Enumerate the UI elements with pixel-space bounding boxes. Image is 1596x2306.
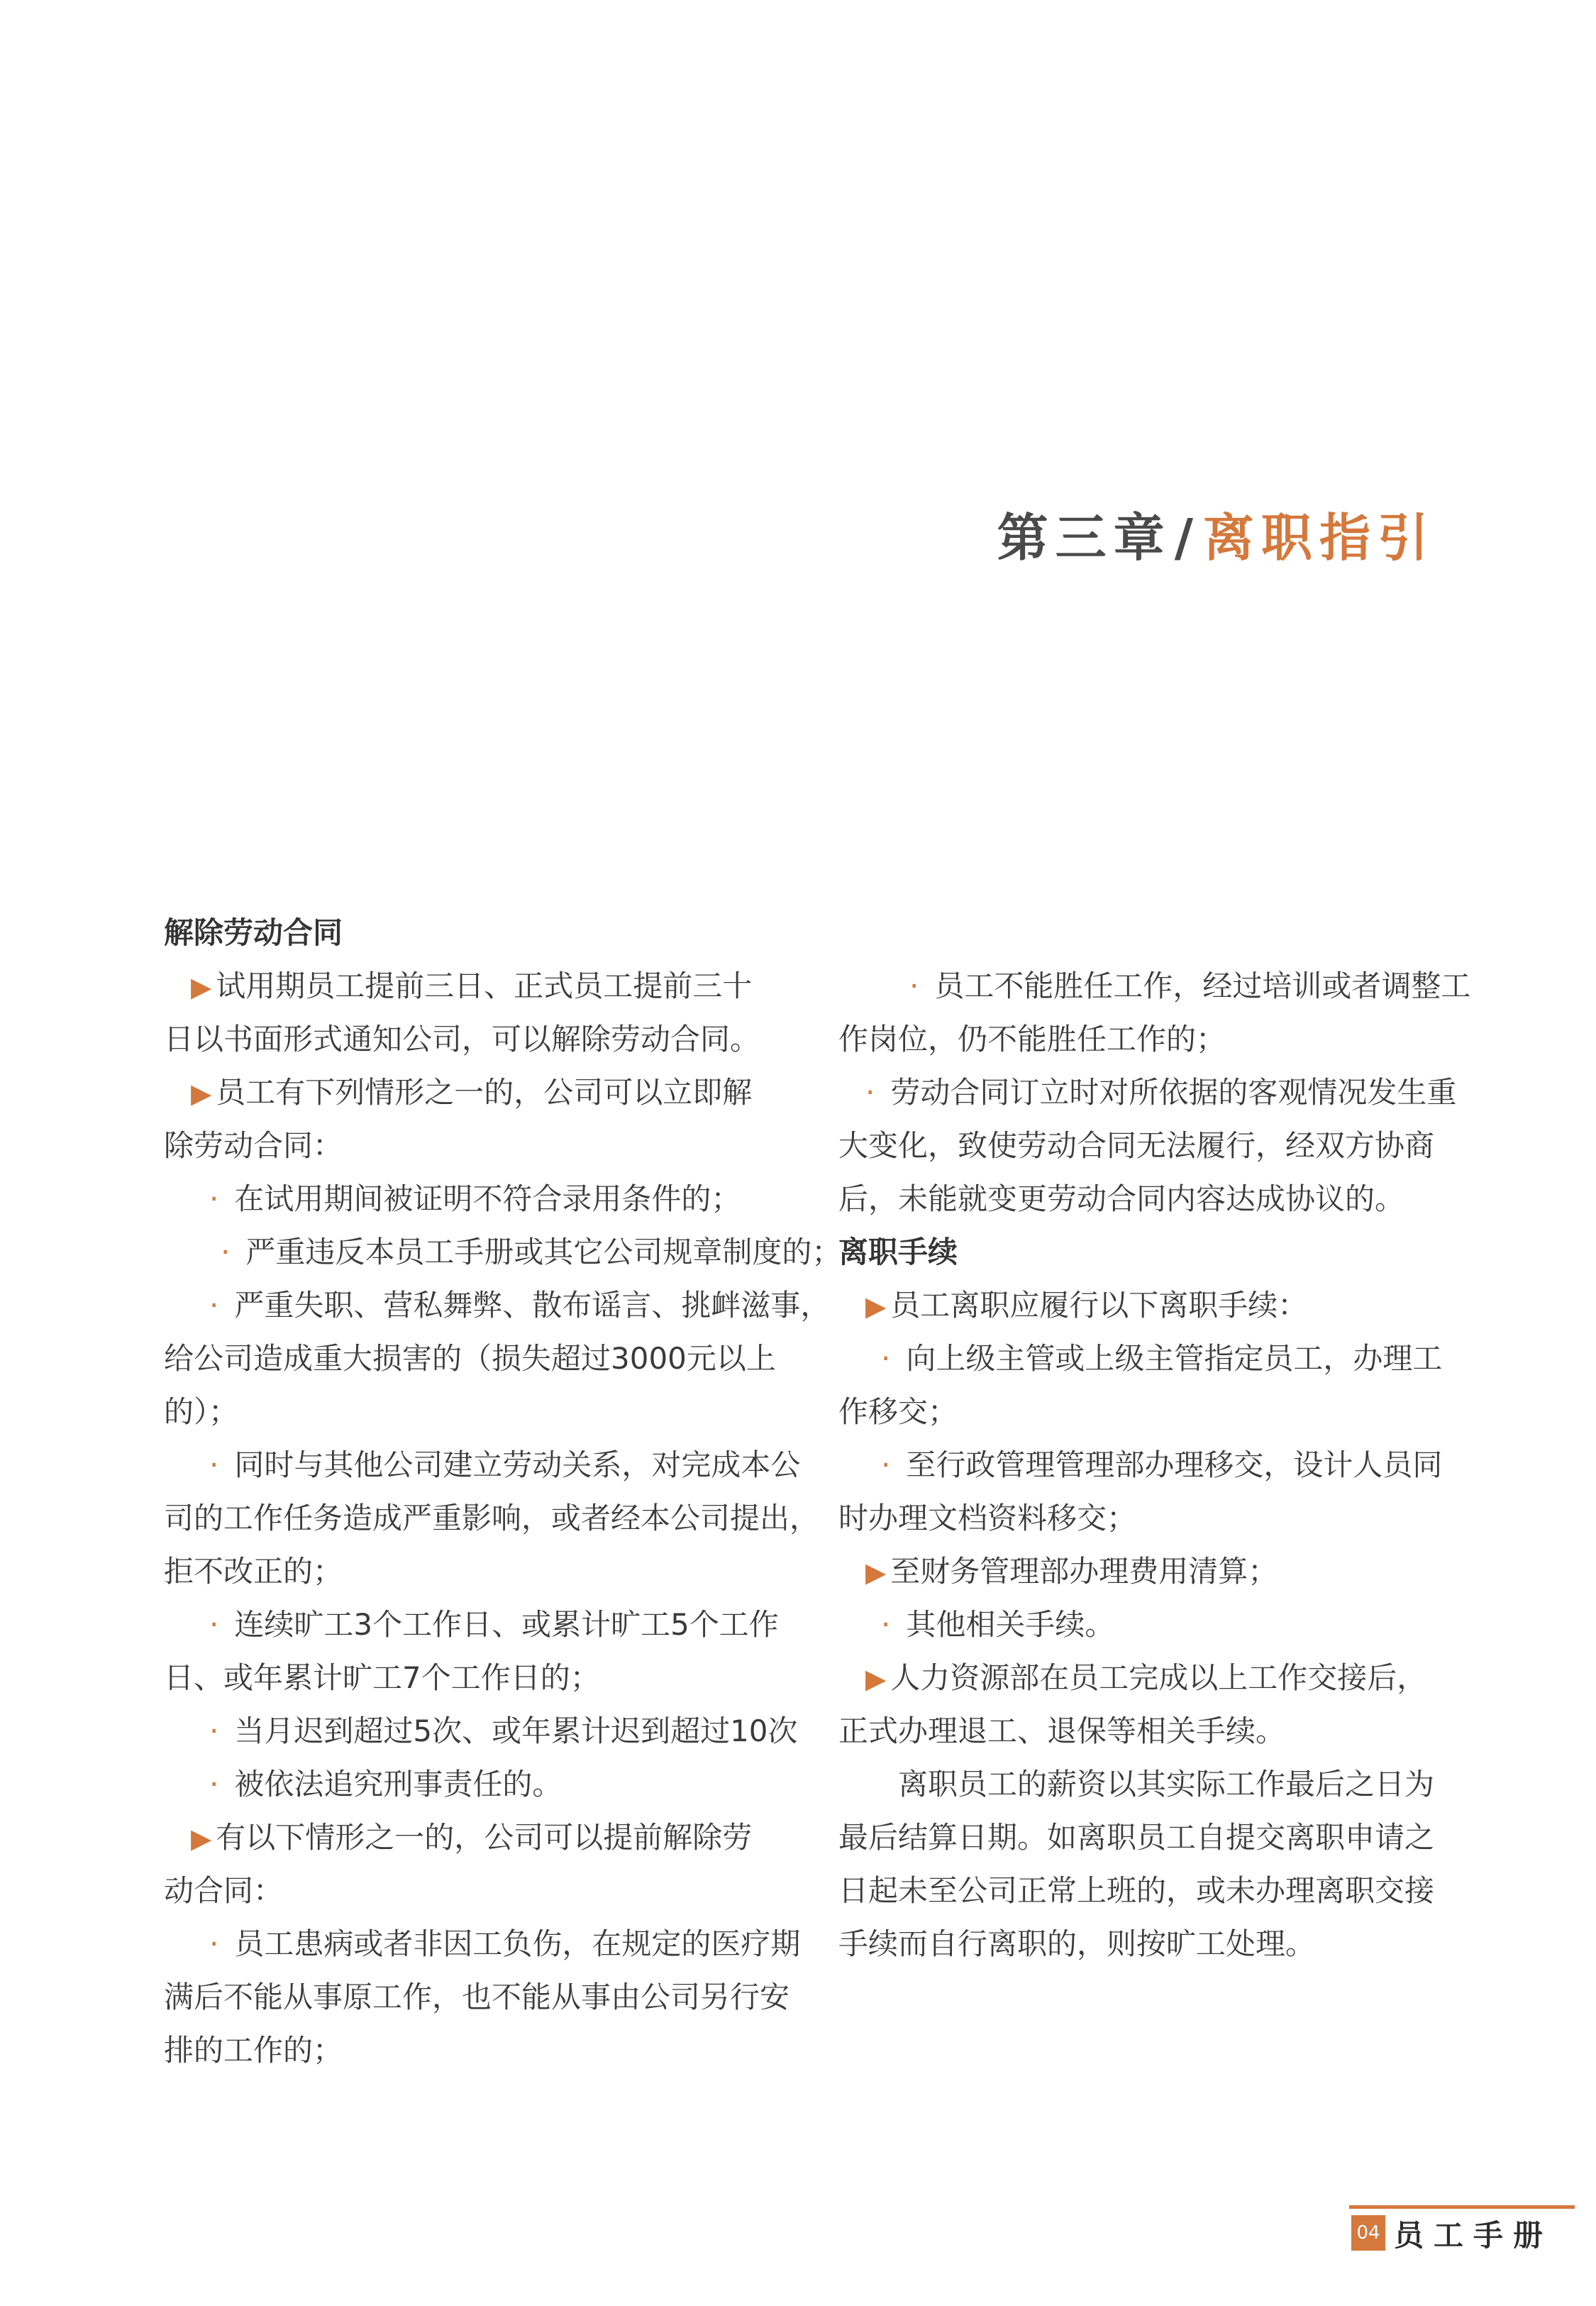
list-item: · 连续旷工3个工作日、或累计旷工5个工作 <box>209 1607 779 1642</box>
triangle-bullet-icon: ▶ <box>865 1291 887 1322</box>
dot-bullet-icon: · <box>209 1767 219 1802</box>
list-item: · 向上级主管或上级主管指定员工，办理工 <box>881 1341 1443 1376</box>
list-item: · 其他相关手续。 <box>881 1607 1115 1642</box>
list-item: 时办理文档资料移交； <box>838 1501 1137 1535</box>
dot-bullet-icon: · <box>881 1447 891 1482</box>
list-item: · 同时与其他公司建立劳动关系，对完成本公 <box>209 1447 801 1482</box>
paragraph-line: 手续而自行离职的，则按旷工处理。 <box>838 1926 1316 1961</box>
list-item: ▶ 员工离职应履行以下离职手续： <box>865 1288 1308 1323</box>
heading-slash: / <box>1174 508 1200 568</box>
page-number: 04 <box>1351 2215 1385 2251</box>
list-item: ▶ 员工有下列情形之一的，公司可以立即解 <box>191 1075 753 1110</box>
dot-bullet-icon: · <box>909 969 919 1003</box>
list-item: · 员工不能胜任工作，经过培训或者调整工 <box>909 969 1471 1003</box>
dot-bullet-icon: · <box>209 1181 219 1216</box>
dot-bullet-icon: · <box>209 1288 219 1323</box>
dot-bullet-icon: · <box>221 1235 231 1269</box>
list-item: ▶ 有以下情形之一的，公司可以提前解除劳 <box>191 1820 753 1855</box>
dot-bullet-icon: · <box>209 1607 219 1642</box>
paragraph-line: 日起未至公司正常上班的，或未办理离职交接 <box>838 1873 1435 1908</box>
list-item: 给公司造成重大损害的（损失超过3000元以上 <box>164 1341 776 1376</box>
dot-bullet-icon: · <box>209 1714 219 1748</box>
triangle-bullet-icon: ▶ <box>865 1663 887 1694</box>
list-item: 的）； <box>164 1394 239 1429</box>
list-item: · 当月迟到超过5次、或年累计迟到超过10次 <box>209 1714 798 1748</box>
list-item: 作移交； <box>838 1394 958 1429</box>
chapter-title: 离职指引 <box>1202 508 1436 568</box>
paragraph-line: 离职员工的薪资以其实际工作最后之日为 <box>898 1767 1435 1802</box>
dot-bullet-icon: · <box>209 1926 219 1961</box>
list-item: 作岗位，仍不能胜任工作的； <box>838 1022 1226 1057</box>
list-item: 排的工作的； <box>164 2033 343 2068</box>
dot-bullet-icon: · <box>865 1075 875 1110</box>
paragraph-line: 最后结算日期。如离职员工自提交离职申请之 <box>838 1820 1435 1855</box>
list-item: ▶ 至财务管理部办理费用清算； <box>865 1554 1278 1589</box>
triangle-bullet-icon: ▶ <box>865 1557 887 1588</box>
triangle-bullet-icon: ▶ <box>191 1823 212 1854</box>
dot-bullet-icon: · <box>209 1447 219 1482</box>
list-item: ▶ 试用期员工提前三日、正式员工提前三十 <box>191 969 753 1003</box>
triangle-bullet-icon: ▶ <box>191 971 212 1003</box>
list-item: 日以书面形式通知公司，可以解除劳动合同。 <box>164 1022 760 1057</box>
list-item: 大变化，致使劳动合同无法履行，经双方协商 <box>838 1128 1435 1163</box>
section-title-termination: 解除劳动合同 <box>164 915 343 950</box>
list-item: 司的工作任务造成严重影响，或者经本公司提出， <box>164 1501 820 1535</box>
list-item: · 在试用期间被证明不符合录用条件的； <box>209 1181 741 1216</box>
list-item: 后，未能就变更劳动合同内容达成协议的。 <box>838 1181 1405 1216</box>
list-item: · 劳动合同订立时对所依据的客观情况发生重 <box>865 1075 1457 1110</box>
chapter-number: 第三章 <box>997 508 1172 568</box>
dot-bullet-icon: · <box>881 1607 891 1642</box>
list-item: 正式办理退工、退保等相关手续。 <box>838 1714 1286 1748</box>
section-title-resignation: 离职手续 <box>838 1235 958 1269</box>
list-item: · 被依法追究刑事责任的。 <box>209 1767 563 1802</box>
list-item: · 员工患病或者非因工负伤，在规定的医疗期 <box>209 1926 801 1961</box>
list-item: 除劳动合同： <box>164 1128 343 1163</box>
footer-book-title: 员工手册 <box>1394 2218 1553 2253</box>
list-item: · 严重违反本员工手册或其它公司规章制度的； <box>221 1235 842 1269</box>
list-item: ▶ 人力资源部在员工完成以上工作交接后， <box>865 1660 1427 1695</box>
chapter-heading <box>997 497 1436 570</box>
list-item: 动合同： <box>164 1873 284 1908</box>
list-item: 日、或年累计旷工7个工作日的； <box>164 1660 600 1695</box>
footer-divider <box>1349 2205 1575 2209</box>
triangle-bullet-icon: ▶ <box>191 1078 212 1109</box>
list-item: 满后不能从事原工作，也不能从事由公司另行安 <box>164 1980 790 2014</box>
dot-bullet-icon: · <box>881 1341 891 1376</box>
list-item: 拒不改正的； <box>164 1554 343 1589</box>
list-item: · 至行政管理管理部办理移交，设计人员同 <box>881 1447 1443 1482</box>
list-item: · 严重失职、营私舞弊、散布谣言、挑衅滋事， <box>209 1288 831 1323</box>
